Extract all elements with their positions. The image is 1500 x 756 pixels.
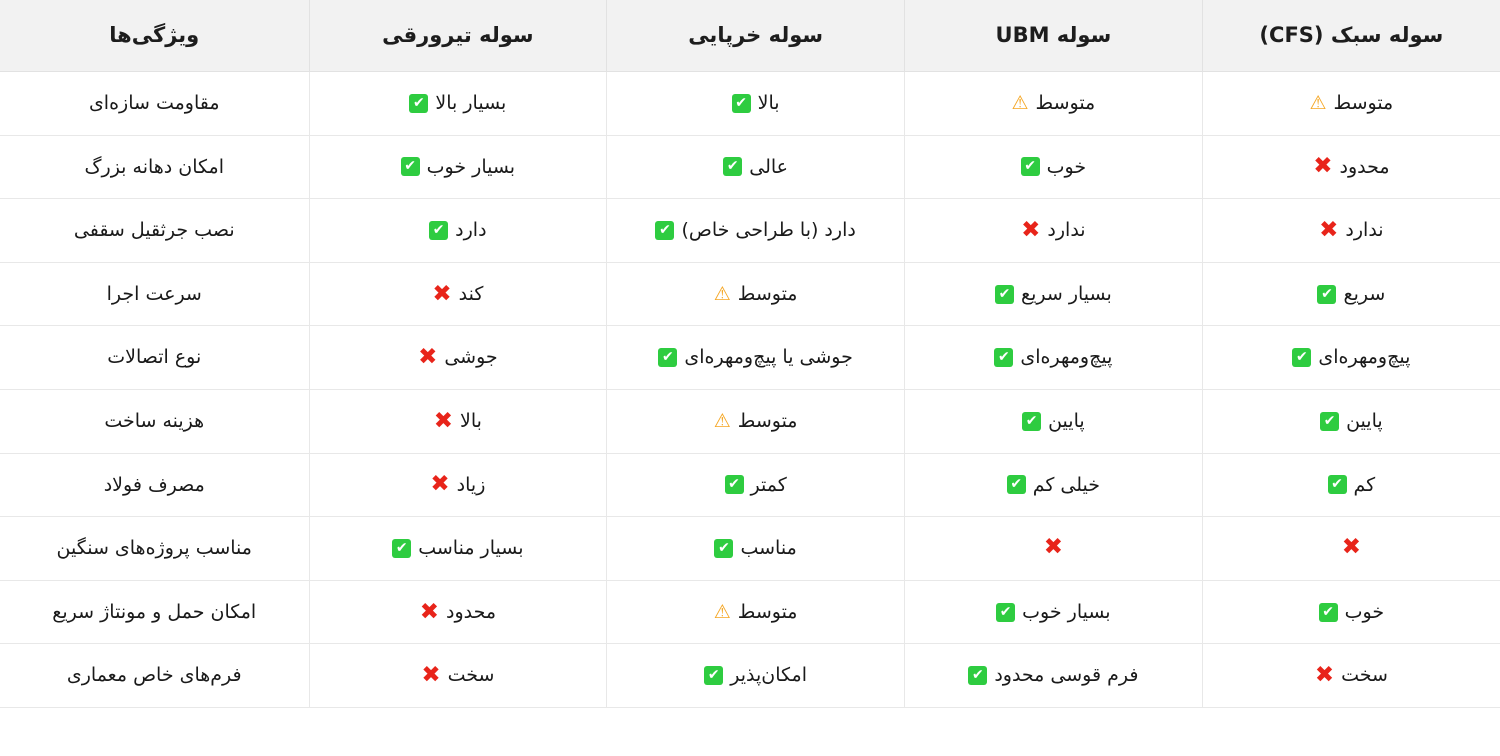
cell-content bbox=[714, 599, 798, 626]
cell-label: متوسط bbox=[1333, 92, 1394, 114]
cell-content bbox=[995, 281, 1112, 308]
cell-label: بسیار خوب bbox=[1022, 600, 1111, 623]
column-header-cfs: سوله سبک (CFS) bbox=[1202, 0, 1500, 72]
cell-content bbox=[1292, 344, 1410, 371]
cell-content bbox=[968, 662, 1138, 689]
table-cell bbox=[309, 580, 607, 644]
table-row bbox=[0, 644, 1500, 708]
table-cell bbox=[905, 326, 1203, 390]
table-header-row bbox=[0, 0, 1500, 72]
check-icon: ✔ bbox=[429, 221, 448, 240]
cell-content bbox=[1012, 90, 1096, 117]
column-header-ubm: سوله UBM bbox=[905, 0, 1203, 72]
cell-content bbox=[1328, 472, 1376, 499]
table-cell bbox=[1202, 580, 1500, 644]
check-icon: ✔ bbox=[1319, 603, 1338, 622]
cross-icon: ✖ bbox=[419, 598, 439, 625]
cell-content bbox=[1310, 90, 1394, 117]
cell-label: کند bbox=[458, 282, 484, 305]
cell-label: زیاد bbox=[456, 473, 486, 496]
check-icon: ✔ bbox=[1320, 412, 1339, 431]
check-icon: ✔ bbox=[655, 221, 674, 240]
check-icon: ✔ bbox=[409, 94, 428, 113]
cross-icon: ✖ bbox=[1319, 216, 1339, 243]
cross-icon: ✖ bbox=[421, 662, 441, 689]
table-cell bbox=[1202, 199, 1500, 263]
cell-content bbox=[430, 472, 485, 499]
table-cell bbox=[905, 262, 1203, 326]
cell-label: کم bbox=[1353, 473, 1376, 496]
table-cell bbox=[905, 453, 1203, 517]
cell-label: پایین bbox=[1048, 409, 1085, 432]
feature-cell: فرم‌های خاص معماری bbox=[0, 644, 309, 708]
cell-label: بسیار بالا bbox=[435, 92, 507, 114]
check-icon: ✔ bbox=[968, 666, 987, 685]
cell-content bbox=[1317, 281, 1385, 308]
check-icon: ✔ bbox=[1317, 285, 1336, 304]
cell-content bbox=[409, 90, 506, 117]
column-header-plate-girder: سوله تیرورقی bbox=[309, 0, 607, 72]
table-cell bbox=[905, 517, 1203, 581]
cell-label: جوشی bbox=[444, 346, 498, 369]
check-icon: ✔ bbox=[725, 475, 744, 494]
cell-content bbox=[658, 344, 852, 371]
cell-label: بالا bbox=[460, 409, 482, 432]
check-icon: ✔ bbox=[723, 157, 742, 176]
table-cell bbox=[309, 389, 607, 453]
table-cell bbox=[607, 580, 905, 644]
check-icon: ✔ bbox=[704, 666, 723, 685]
cell-label: بسیار خوب bbox=[426, 155, 516, 178]
feature-cell: سرعت اجرا bbox=[0, 262, 309, 326]
cell-content bbox=[401, 154, 515, 181]
cross-icon: ✖ bbox=[1341, 534, 1362, 561]
table-cell bbox=[1202, 517, 1500, 581]
feature-cell: امکان دهانه بزرگ bbox=[0, 135, 309, 199]
cell-content bbox=[1319, 217, 1383, 244]
cell-label: جوشی یا پیچ‌ومهره‌ای bbox=[684, 346, 853, 369]
cell-label: پایین bbox=[1346, 409, 1383, 432]
warning-icon: ⚠ bbox=[1309, 91, 1327, 114]
table-cell bbox=[309, 72, 607, 136]
table-cell bbox=[309, 453, 607, 517]
cross-icon: ✖ bbox=[1314, 662, 1335, 689]
cross-icon: ✖ bbox=[1021, 216, 1041, 243]
cross-icon: ✖ bbox=[418, 344, 438, 371]
cell-label: خوب bbox=[1344, 600, 1385, 623]
table-cell bbox=[309, 135, 607, 199]
table-cell bbox=[607, 262, 905, 326]
cell-content bbox=[1313, 154, 1389, 181]
table-cell bbox=[607, 326, 905, 390]
cell-content bbox=[1022, 408, 1085, 435]
cell-label: محدود bbox=[1339, 155, 1390, 178]
feature-cell: امکان حمل و مونتاژ سریع bbox=[0, 580, 309, 644]
cell-content bbox=[392, 535, 523, 562]
cell-label: پیچ‌ومهره‌ای bbox=[1318, 346, 1411, 369]
check-icon: ✔ bbox=[658, 348, 677, 367]
warning-icon: ⚠ bbox=[713, 600, 731, 623]
table-cell bbox=[905, 580, 1203, 644]
cell-label: سخت bbox=[1341, 664, 1388, 687]
cell-label: امکان‌پذیر bbox=[730, 664, 807, 687]
cell-label: ندارد bbox=[1047, 219, 1086, 242]
cell-content bbox=[714, 535, 796, 562]
table-cell bbox=[607, 389, 905, 453]
cell-content bbox=[1341, 534, 1362, 561]
table-cell bbox=[309, 644, 607, 708]
cell-label: پیچ‌ومهره‌ای bbox=[1020, 346, 1113, 369]
check-icon: ✔ bbox=[995, 285, 1014, 304]
table-cell bbox=[607, 135, 905, 199]
check-icon: ✔ bbox=[1292, 348, 1311, 367]
cell-label: محدود bbox=[445, 600, 497, 623]
cell-content bbox=[723, 154, 788, 181]
check-icon: ✔ bbox=[1021, 157, 1040, 176]
cell-label: متوسط bbox=[737, 282, 798, 305]
cell-label: بسیار سریع bbox=[1020, 282, 1112, 305]
check-icon: ✔ bbox=[1328, 475, 1347, 494]
cell-content bbox=[1007, 472, 1100, 499]
table-cell bbox=[1202, 72, 1500, 136]
table-cell bbox=[309, 326, 607, 390]
table-cell bbox=[309, 517, 607, 581]
cell-content bbox=[714, 281, 798, 308]
cell-content bbox=[421, 662, 494, 689]
table-row bbox=[0, 517, 1500, 581]
cross-icon: ✖ bbox=[1313, 153, 1333, 180]
check-icon: ✔ bbox=[401, 157, 420, 176]
feature-cell: مقاومت سازه‌ای bbox=[0, 72, 309, 136]
cell-content bbox=[429, 217, 486, 244]
table-row bbox=[0, 72, 1500, 136]
warning-icon: ⚠ bbox=[713, 282, 731, 305]
cross-icon: ✖ bbox=[433, 407, 454, 434]
cell-label: خیلی کم bbox=[1032, 473, 1101, 496]
cell-content bbox=[1021, 217, 1085, 244]
cell-content bbox=[432, 281, 483, 308]
cell-label: خوب bbox=[1046, 155, 1087, 178]
cell-label: متوسط bbox=[1035, 92, 1096, 114]
check-icon: ✔ bbox=[994, 348, 1013, 367]
feature-cell: مناسب پروژه‌های سنگین bbox=[0, 517, 309, 581]
check-icon: ✔ bbox=[996, 603, 1015, 622]
cell-label: کمتر bbox=[750, 473, 787, 496]
column-header-features: ویژگی‌ها bbox=[0, 0, 309, 72]
table-row bbox=[0, 389, 1500, 453]
cell-content bbox=[996, 599, 1110, 626]
cell-label: مناسب bbox=[740, 537, 797, 560]
cell-label: متوسط bbox=[737, 600, 798, 623]
cross-icon: ✖ bbox=[432, 280, 452, 307]
table-cell bbox=[607, 644, 905, 708]
cell-content bbox=[1320, 408, 1383, 435]
cell-content bbox=[418, 344, 498, 371]
warning-icon: ⚠ bbox=[713, 409, 731, 432]
table-cell bbox=[607, 72, 905, 136]
table-row bbox=[0, 580, 1500, 644]
cell-content bbox=[1315, 662, 1388, 689]
check-icon: ✔ bbox=[714, 539, 733, 558]
check-icon: ✔ bbox=[732, 94, 751, 113]
cell-content bbox=[704, 662, 807, 689]
table-cell bbox=[905, 199, 1203, 263]
cell-content bbox=[714, 408, 798, 435]
table-cell bbox=[309, 262, 607, 326]
table-row bbox=[0, 135, 1500, 199]
cell-label: دارد bbox=[455, 219, 487, 242]
table-cell bbox=[607, 453, 905, 517]
column-header-truss: سوله خرپایی bbox=[607, 0, 905, 72]
cross-icon: ✖ bbox=[1043, 534, 1064, 561]
cell-content bbox=[1021, 154, 1086, 181]
cell-label: متوسط bbox=[737, 409, 798, 432]
table-cell bbox=[1202, 644, 1500, 708]
check-icon: ✔ bbox=[1007, 475, 1026, 494]
table-row bbox=[0, 453, 1500, 517]
table-row bbox=[0, 199, 1500, 263]
table-cell bbox=[309, 199, 607, 263]
table-cell bbox=[1202, 326, 1500, 390]
cross-icon: ✖ bbox=[430, 471, 450, 498]
cell-content bbox=[420, 599, 496, 626]
table-cell bbox=[1202, 135, 1500, 199]
cell-label: سریع bbox=[1343, 282, 1386, 305]
cell-content bbox=[994, 344, 1112, 371]
table-cell bbox=[607, 199, 905, 263]
table-body bbox=[0, 72, 1500, 708]
table-header bbox=[0, 0, 1500, 72]
cell-label: ندارد bbox=[1345, 219, 1384, 242]
cell-content bbox=[732, 90, 780, 117]
cell-label: بالا bbox=[757, 92, 780, 114]
feature-cell: هزینه ساخت bbox=[0, 389, 309, 453]
cell-content bbox=[1043, 534, 1064, 561]
cell-label: بسیار مناسب bbox=[418, 537, 524, 560]
cell-content bbox=[434, 408, 482, 435]
cell-content bbox=[655, 217, 855, 244]
table-cell bbox=[905, 644, 1203, 708]
cell-label: عالی bbox=[749, 155, 788, 178]
table-cell bbox=[905, 389, 1203, 453]
table-row bbox=[0, 262, 1500, 326]
table-row bbox=[0, 326, 1500, 390]
table-cell bbox=[1202, 262, 1500, 326]
check-icon: ✔ bbox=[1022, 412, 1041, 431]
cell-label: دارد (با طراحی خاص) bbox=[681, 219, 856, 242]
feature-cell: مصرف فولاد bbox=[0, 453, 309, 517]
check-icon: ✔ bbox=[392, 539, 411, 558]
feature-cell: نوع اتصالات bbox=[0, 326, 309, 390]
cell-content bbox=[725, 472, 787, 499]
table-cell bbox=[1202, 453, 1500, 517]
cell-label: سخت bbox=[447, 664, 495, 687]
cell-label: فرم قوسی محدود bbox=[994, 664, 1139, 687]
table-cell bbox=[905, 135, 1203, 199]
warning-icon: ⚠ bbox=[1011, 91, 1029, 114]
feature-cell: نصب جرثقیل سقفی bbox=[0, 199, 309, 263]
cell-content bbox=[1319, 599, 1384, 626]
table-cell bbox=[905, 72, 1203, 136]
table-cell bbox=[1202, 389, 1500, 453]
table-cell bbox=[607, 517, 905, 581]
